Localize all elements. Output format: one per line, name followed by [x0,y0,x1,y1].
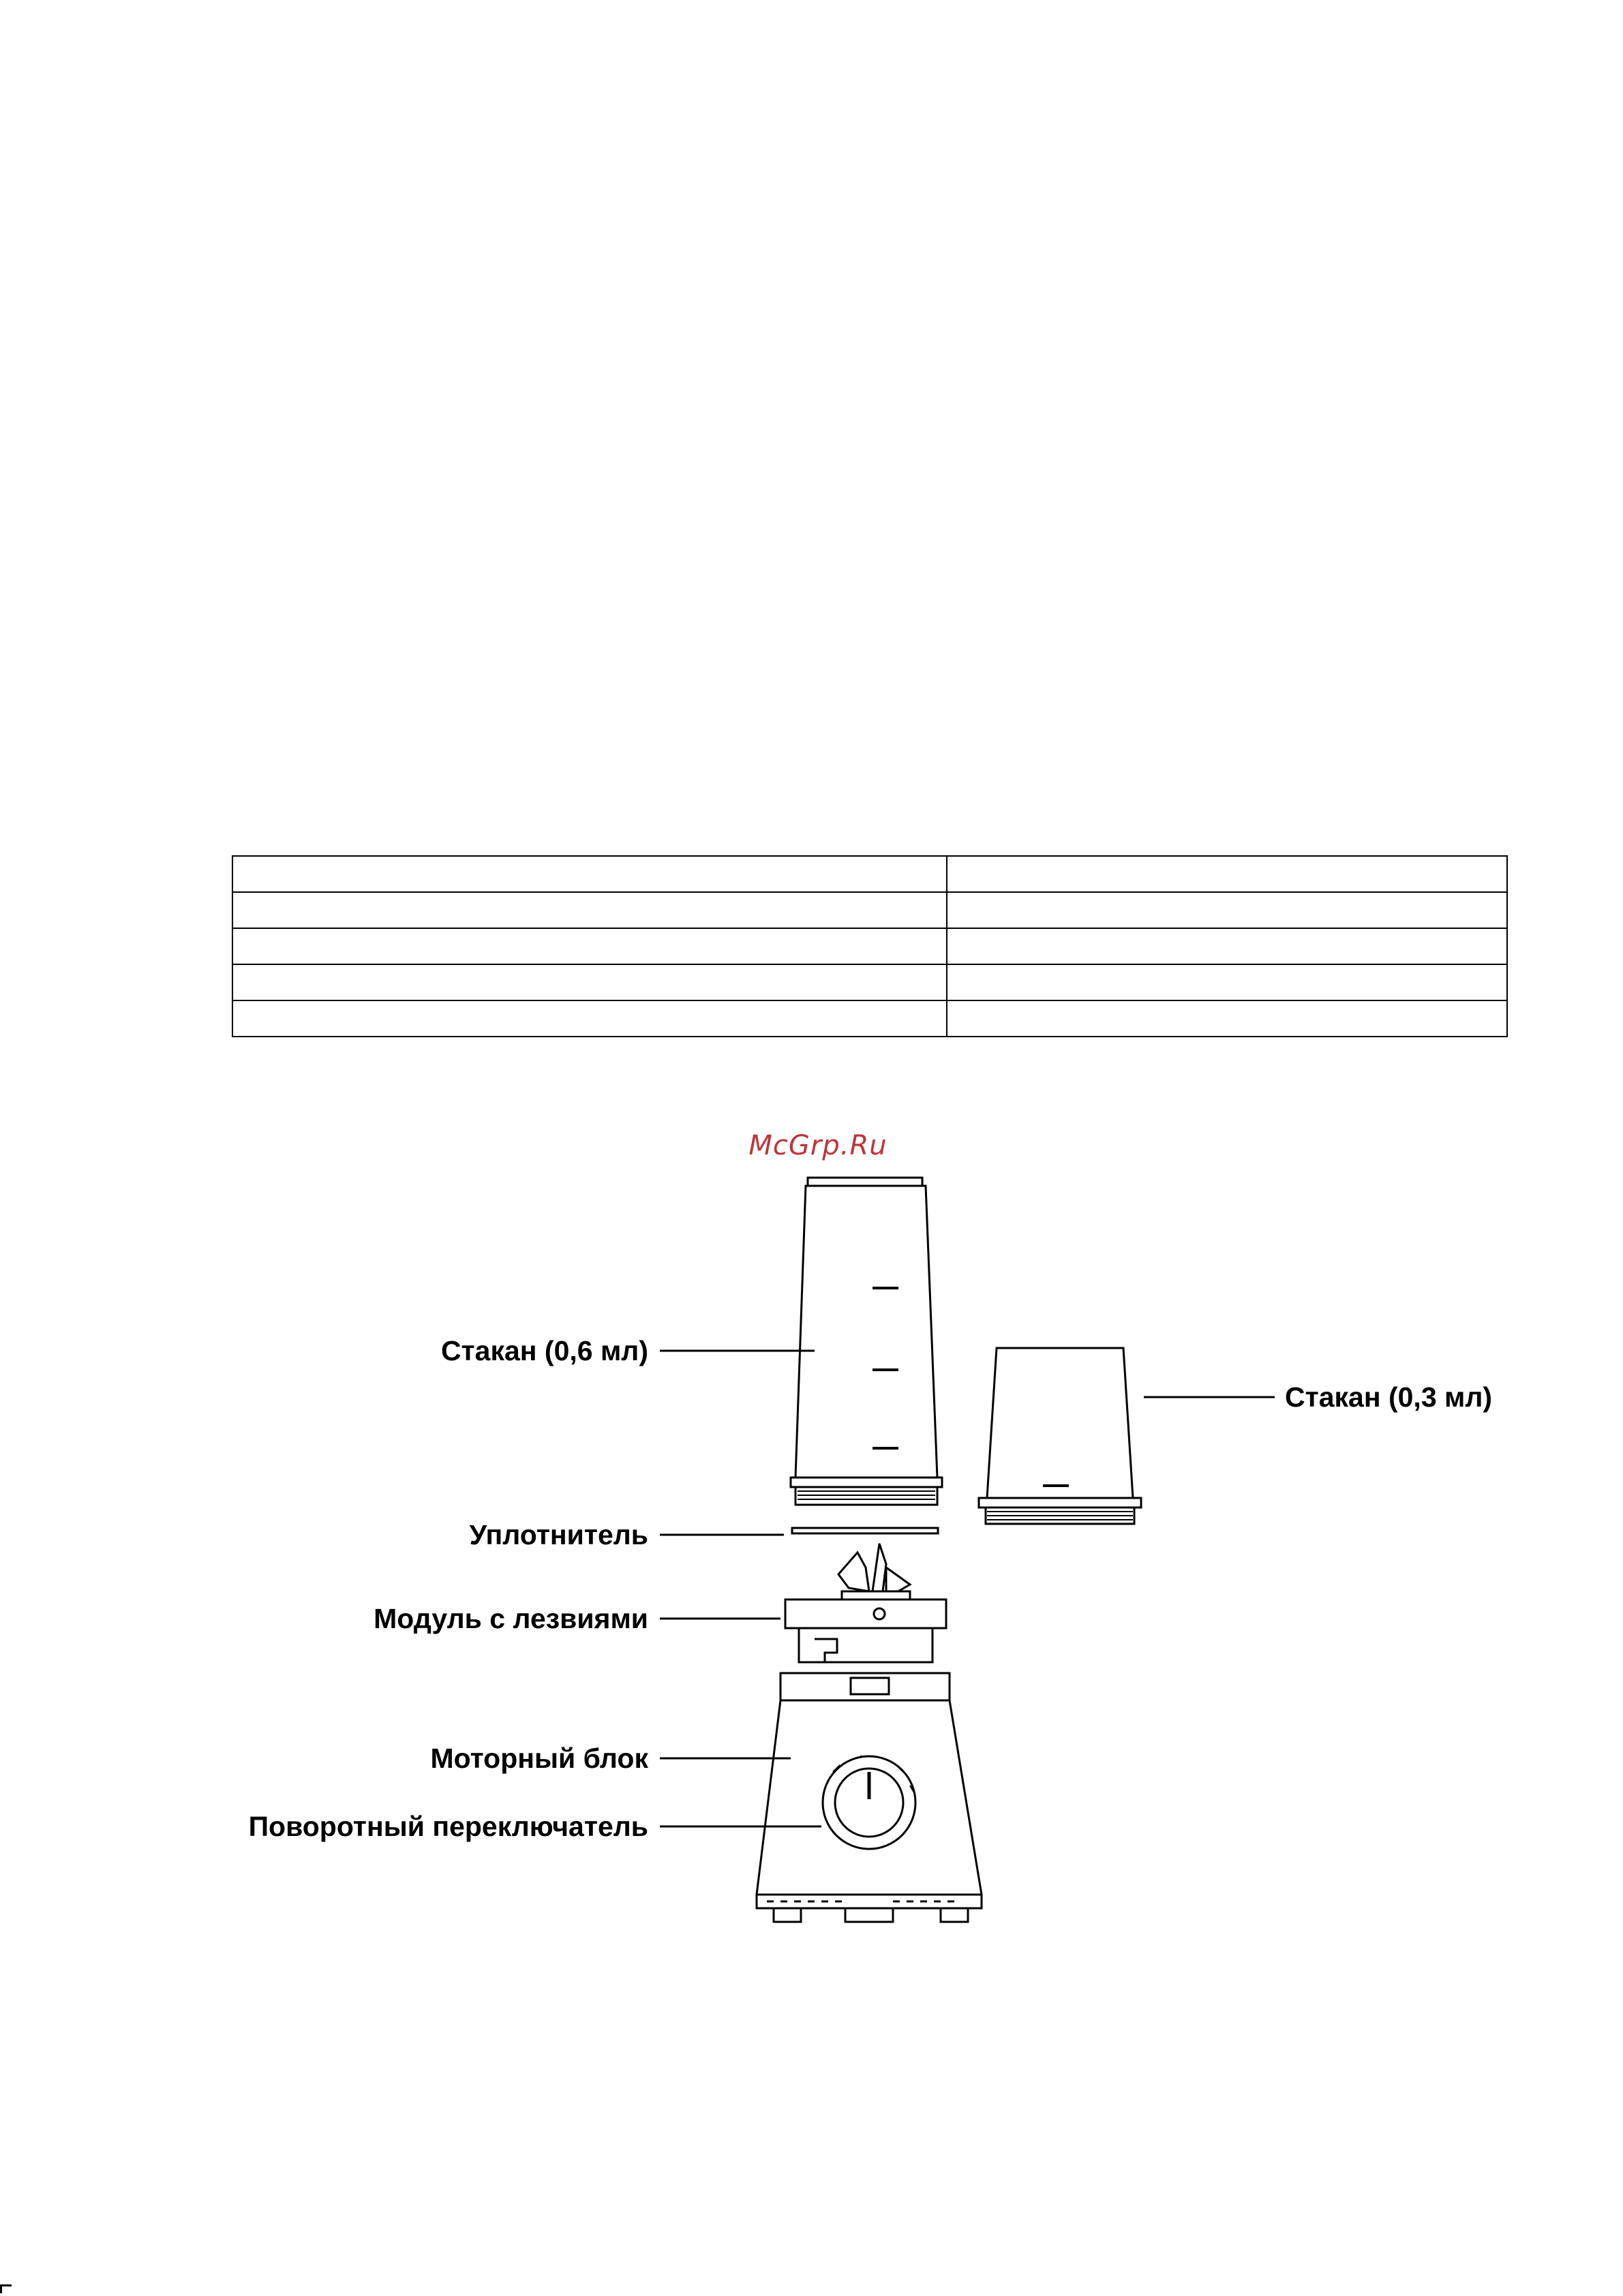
small-cup-illustration [979,1348,1141,1524]
seal-illustration [792,1528,938,1533]
rotary-switch-illustration [823,1756,915,1849]
label-cup-large: Стакан (0,6 мл) [440,1335,648,1366]
label-motor-block: Моторный блок [430,1743,648,1774]
blade-module-illustration [785,1544,946,1662]
label-seal: Уплотнитель [469,1519,648,1550]
page-corner-mark [0,2284,12,2293]
large-cup-illustration [791,1178,942,1505]
label-blade-module: Модуль с лезвиями [374,1603,648,1634]
watermark: McGrp.Ru [748,1130,888,1161]
label-rotary-switch: Поворотный переключатель [248,1811,648,1842]
leader-lines [660,1351,1275,1826]
label-cup-small: Стакан (0,3 мл) [1285,1381,1493,1413]
